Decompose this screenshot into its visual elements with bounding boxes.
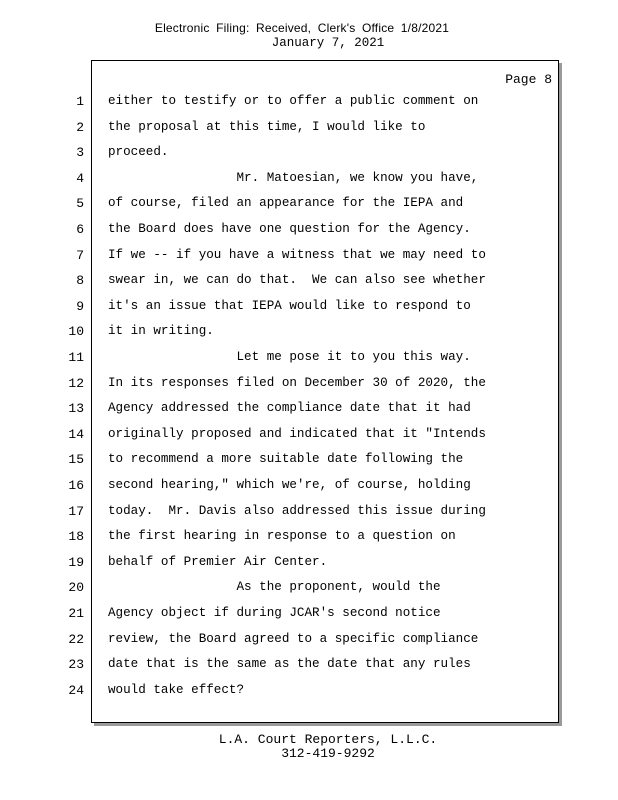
transcript-line: either to testify or to offer a public comment on [108,94,479,108]
transcript-line: it in writing. [108,324,214,338]
line-number: 12 [68,376,84,391]
transcript-line: Let me pose it to you this way. [108,350,471,364]
transcript-line: the Board does have one question for the Agency. [108,222,471,236]
line-number: 16 [68,478,84,493]
transcript-line: behalf of Premier Air Center. [108,555,328,569]
line-number: 3 [76,145,84,160]
line-number: 24 [68,683,84,698]
line-number: 4 [76,171,84,186]
transcript-line: review, the Board agreed to a specific compliance [108,632,479,646]
transcript-line: If we -- if you have a witness that we may need to [108,248,486,262]
line-number: 7 [76,248,84,263]
transcript-line: of course, filed an appearance for the IEPA and [108,196,464,210]
line-number: 8 [76,273,84,288]
transcript-line: Agency addressed the compliance date that it had [108,401,471,415]
line-number: 10 [68,324,84,339]
filing-stamp: Electronic Filing: Received, Clerk's Office 1/8/2021 [154,21,450,35]
transcript-line: As the proponent, would the [108,580,441,594]
line-number: 13 [68,401,84,416]
transcript-line: Agency object if during JCAR's second notice [108,606,441,620]
reporter-phone: 312-419-9292 [281,746,375,761]
line-number: 18 [68,529,84,544]
transcript-line: second hearing," which we're, of course, holding [108,478,471,492]
transcript-line: it's an issue that IEPA would like to respond to [108,299,471,313]
page-number: Page 8 [505,72,552,87]
line-number: 20 [68,580,84,595]
transcript-line: to recommend a more suitable date following the [108,452,464,466]
transcript-line: would take effect? [108,683,245,697]
hearing-date: January 7, 2021 [271,36,385,50]
line-number: 22 [68,632,84,647]
transcript-line: originally proposed and indicated that it "Intends [108,427,486,441]
line-number: 9 [76,299,84,314]
line-number: 6 [76,222,84,237]
line-number: 5 [76,196,84,211]
line-number: 19 [68,555,84,570]
line-number: 17 [68,504,84,519]
line-number: 2 [76,120,84,135]
line-number: 23 [68,657,84,672]
line-number: 14 [68,427,84,442]
transcript-line: Mr. Matoesian, we know you have, [108,171,479,185]
reporter-company: L.A. Court Reporters, L.L.C. [218,732,438,747]
transcript-line: proceed. [108,145,169,159]
line-number: 15 [68,452,84,467]
transcript-line: today. Mr. Davis also addressed this issue during [108,504,486,518]
transcript-line: the first hearing in response to a question on [108,529,456,543]
transcript-line: the proposal at this time, I would like to [108,120,426,134]
transcript-line: date that is the same as the date that any rules [108,657,471,671]
line-number: 1 [76,94,84,109]
line-number: 11 [68,350,84,365]
transcript-line: In its responses filed on December 30 of 2020, the [108,376,486,390]
line-number: 21 [68,606,84,621]
transcript-page [91,60,559,723]
transcript-line: swear in, we can do that. We can also see whether [108,273,486,287]
